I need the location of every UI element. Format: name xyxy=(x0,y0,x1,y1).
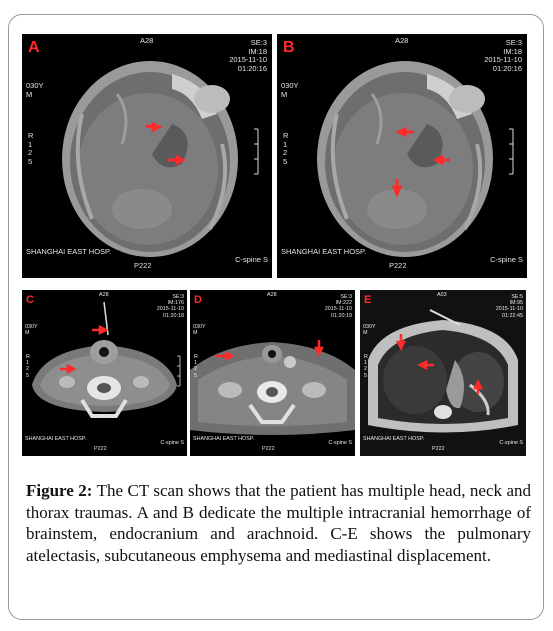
patient-age: 030Y xyxy=(26,81,44,90)
patient-sex: M xyxy=(193,330,198,337)
caption-text: The CT scan shows that the patient has multiple head, neck and thorax traumas. A and B dedicate the multiple intracranial hemorrhage of brainstem, endocranium and arachnoid. C-E shows the pulmonary atelectasis, subcutaneous emphysema and mediastinal displacement. xyxy=(26,481,531,565)
ct-panel-e xyxy=(360,290,526,456)
image-number: IM:222 xyxy=(335,300,352,307)
arrow-marker xyxy=(92,327,106,333)
series-number: SE:3 xyxy=(172,294,184,300)
side-markers: R 1 2 5 xyxy=(364,354,368,379)
figure-caption xyxy=(26,480,531,600)
patient-age: 030Y xyxy=(193,324,206,330)
protocol-label: C-spine S xyxy=(499,440,523,446)
hospital-name: SHANGHAI EAST HOSP. xyxy=(363,436,425,442)
panel-letter: C xyxy=(26,294,34,306)
orientation-label: A28 xyxy=(395,36,409,45)
panel-letter: B xyxy=(283,39,295,56)
image-number: IM:18 xyxy=(503,46,522,56)
scan-date: 2015-11-10 xyxy=(495,306,523,313)
image-number: IM:18 xyxy=(248,46,267,56)
side-markers: R 1 2 5 xyxy=(28,131,34,166)
position-label: P222 xyxy=(432,446,445,452)
caption-label: Figure 2: xyxy=(26,481,93,500)
patient-info xyxy=(25,324,38,336)
series-number: SE:5 xyxy=(511,294,523,300)
panel-letter: D xyxy=(194,294,202,306)
hospital-name: SHANGHAI EAST HOSP. xyxy=(26,247,112,256)
side-markers: R 1 2 5 xyxy=(26,354,30,379)
orientation-label: A28 xyxy=(99,292,109,298)
scan-info xyxy=(496,294,523,319)
hospital-name: SHANGHAI EAST HOSP. xyxy=(25,436,87,442)
scan-info xyxy=(325,294,352,319)
patient-info xyxy=(193,324,206,336)
protocol-label: C-spine S xyxy=(328,440,352,446)
scale-bar xyxy=(509,129,513,174)
orientation-label: A03 xyxy=(437,292,447,298)
ct-panel-b xyxy=(277,34,527,278)
protocol-label: C-spine S xyxy=(160,440,184,446)
image-number: IM:95 xyxy=(509,300,523,307)
series-number: SE:3 xyxy=(250,38,267,47)
patient-sex: M xyxy=(281,89,288,99)
position-label: P222 xyxy=(94,446,107,452)
panel-letter: E xyxy=(364,294,372,306)
side-markers: R 1 2 5 xyxy=(283,131,289,166)
panel-letter: A xyxy=(28,39,40,56)
image-number: IM:176 xyxy=(167,300,184,307)
hospital-name: SHANGHAI EAST HOSP. xyxy=(281,247,367,256)
scan-time: 01:20:16 xyxy=(492,63,522,73)
series-number: SE:3 xyxy=(340,294,352,300)
ct-panel-d xyxy=(190,290,355,456)
scan-time: 01:22:45 xyxy=(502,312,523,319)
patient-sex: M xyxy=(363,330,368,337)
side-markers: R 1 2 5 xyxy=(194,354,198,379)
scan-date: 2015-11-10 xyxy=(229,55,267,65)
position-label: P222 xyxy=(134,261,152,270)
scan-info xyxy=(484,39,522,74)
hospital-name: SHANGHAI EAST HOSP. xyxy=(193,436,255,442)
orientation-label: A28 xyxy=(267,292,277,298)
patient-sex: M xyxy=(26,89,33,99)
patient-age: 030Y xyxy=(281,81,299,90)
scan-info xyxy=(157,294,184,319)
patient-age: 030Y xyxy=(363,324,376,330)
position-label: P222 xyxy=(262,446,275,452)
arrow-marker xyxy=(316,340,322,354)
patient-info xyxy=(281,82,299,99)
scan-date: 2015-11-10 xyxy=(484,55,522,65)
scan-time: 01:20:18 xyxy=(163,312,184,319)
patient-info xyxy=(26,82,44,99)
patient-age: 030Y xyxy=(25,324,38,330)
scan-date: 2015-11-10 xyxy=(324,306,352,313)
position-label: P222 xyxy=(389,261,407,270)
scan-time: 01:20:19 xyxy=(331,312,352,319)
protocol-label: C-spine S xyxy=(490,255,523,264)
scan-date: 2015-11-10 xyxy=(156,306,184,313)
ct-panel-c xyxy=(22,290,187,456)
protocol-label: C-spine S xyxy=(235,255,268,264)
ct-panel-a xyxy=(22,34,272,278)
patient-sex: M xyxy=(25,330,30,337)
patient-info xyxy=(363,324,376,336)
scale-bar xyxy=(254,129,258,174)
scan-info xyxy=(229,39,267,74)
scan-time: 01:20:16 xyxy=(237,63,267,73)
scale-bar xyxy=(177,356,180,386)
series-number: SE:3 xyxy=(505,38,522,47)
orientation-label: A28 xyxy=(140,36,154,45)
